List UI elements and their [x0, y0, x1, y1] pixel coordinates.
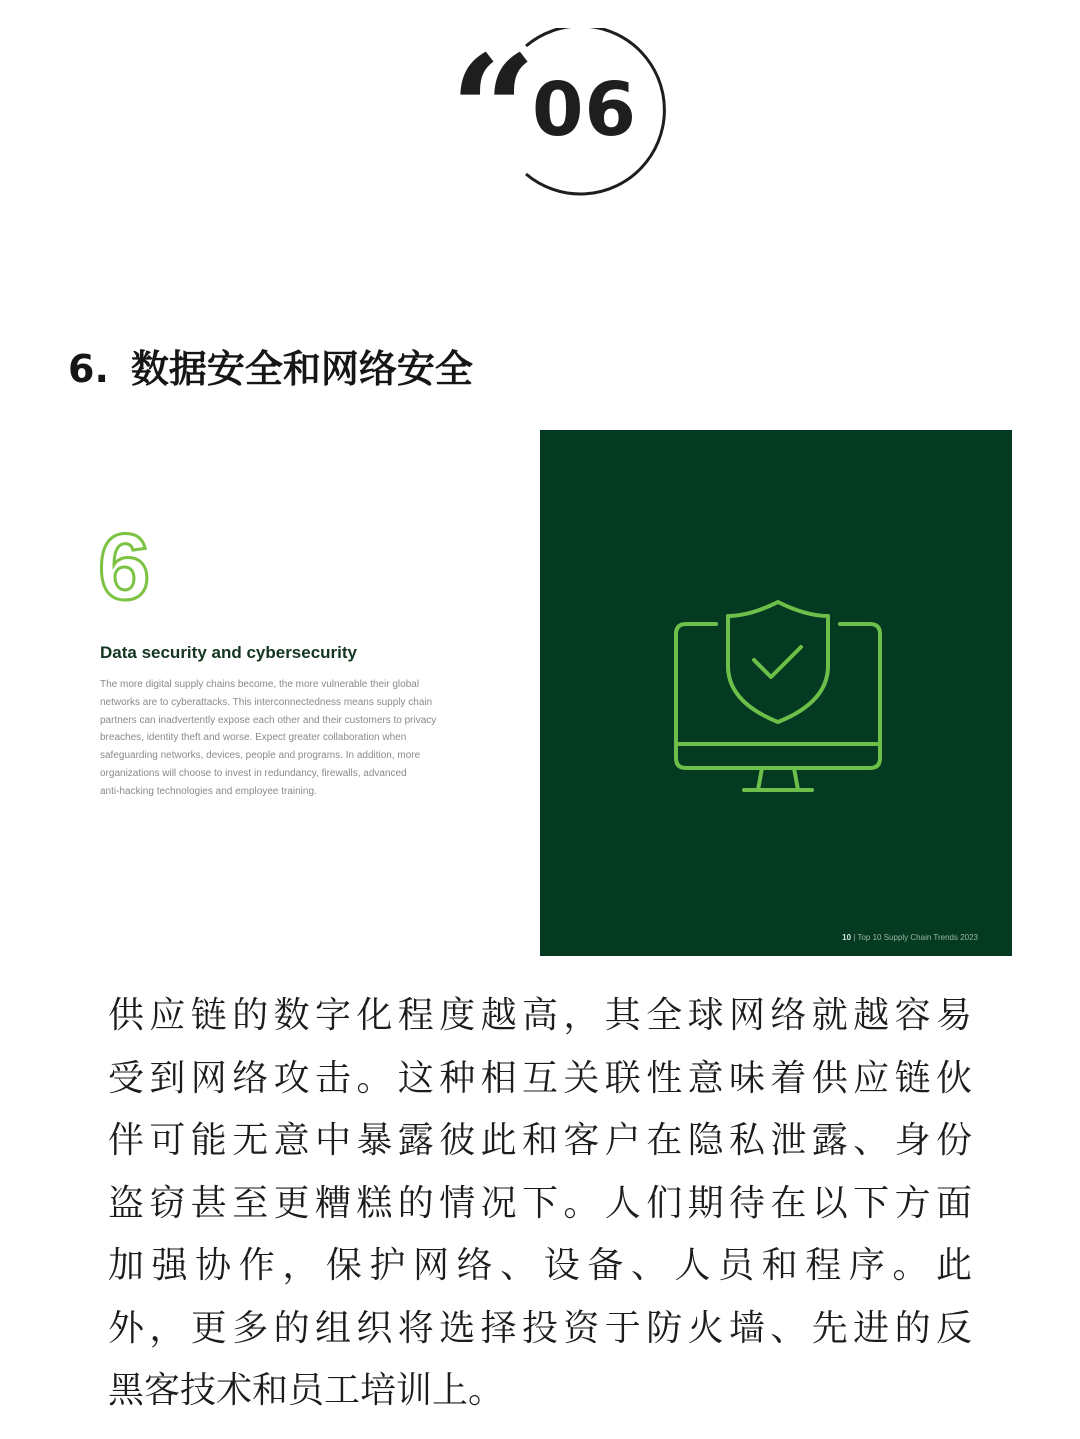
- paragraph-line: 供应链的数字化程度越高，其全球网络就越容易: [108, 995, 972, 1036]
- monitor-shield-check-icon: [540, 430, 1012, 956]
- report-body: [100, 676, 470, 801]
- paragraph-line: 盗窃甚至更糟糕的情况下。人们期待在以下方面: [108, 1182, 972, 1224]
- chinese-paragraph: [108, 985, 972, 1423]
- badge-number: 06: [532, 67, 637, 153]
- report-body-line: networks are to cyberattacks. This interconnectedness means supply chain: [100, 696, 433, 708]
- paragraph-line: 伴可能无意中暴露彼此和客户在隐私泄露、身份: [108, 1120, 972, 1161]
- report-footer-title: Top 10 Supply Chain Trends 2023: [857, 933, 978, 942]
- report-body-line: The more digital supply chains become, the more vulnerable their global: [100, 679, 420, 690]
- paragraph-line: 加强协作，保护网络、设备、人员和程序。此: [108, 1245, 972, 1286]
- report-footer: [842, 933, 978, 942]
- section-title: [68, 343, 473, 395]
- paragraph-line: 受到网络攻击。这种相互关联性意味着供应链伙: [108, 1057, 972, 1099]
- report-page-number: 10: [842, 933, 852, 942]
- report-body-line: breaches, identity theft and worse. Expect greater collaboration when: [100, 732, 407, 744]
- report-big-number: 6: [98, 514, 151, 619]
- report-body-line: partners can inadvertently expose each other and their customers to privacy: [100, 714, 437, 726]
- quote-mark: “: [450, 23, 537, 199]
- report-page-text-panel: [70, 430, 540, 956]
- report-page-illustration-panel: [540, 430, 1012, 956]
- section-number-badge: [440, 23, 680, 208]
- paragraph-line: 黑客技术和员工培训上。: [108, 1370, 505, 1411]
- paragraph-line: 外，更多的组织将选择投资于防火墙、先进的反: [108, 1307, 972, 1349]
- section-title-text: 数据安全和网络安全: [130, 347, 473, 391]
- report-heading: Data security and cybersecurity: [100, 643, 358, 662]
- report-body-line: anti-hacking technologies and employee training.: [100, 785, 317, 797]
- report-body-line: organizations will choose to invest in redundancy, firewalls, advanced: [100, 767, 407, 779]
- report-body-line: safeguarding networks, devices, people and programs. In addition, more: [100, 750, 421, 762]
- section-title-number: 6.: [68, 347, 109, 391]
- report-footer-separator: |: [853, 933, 856, 942]
